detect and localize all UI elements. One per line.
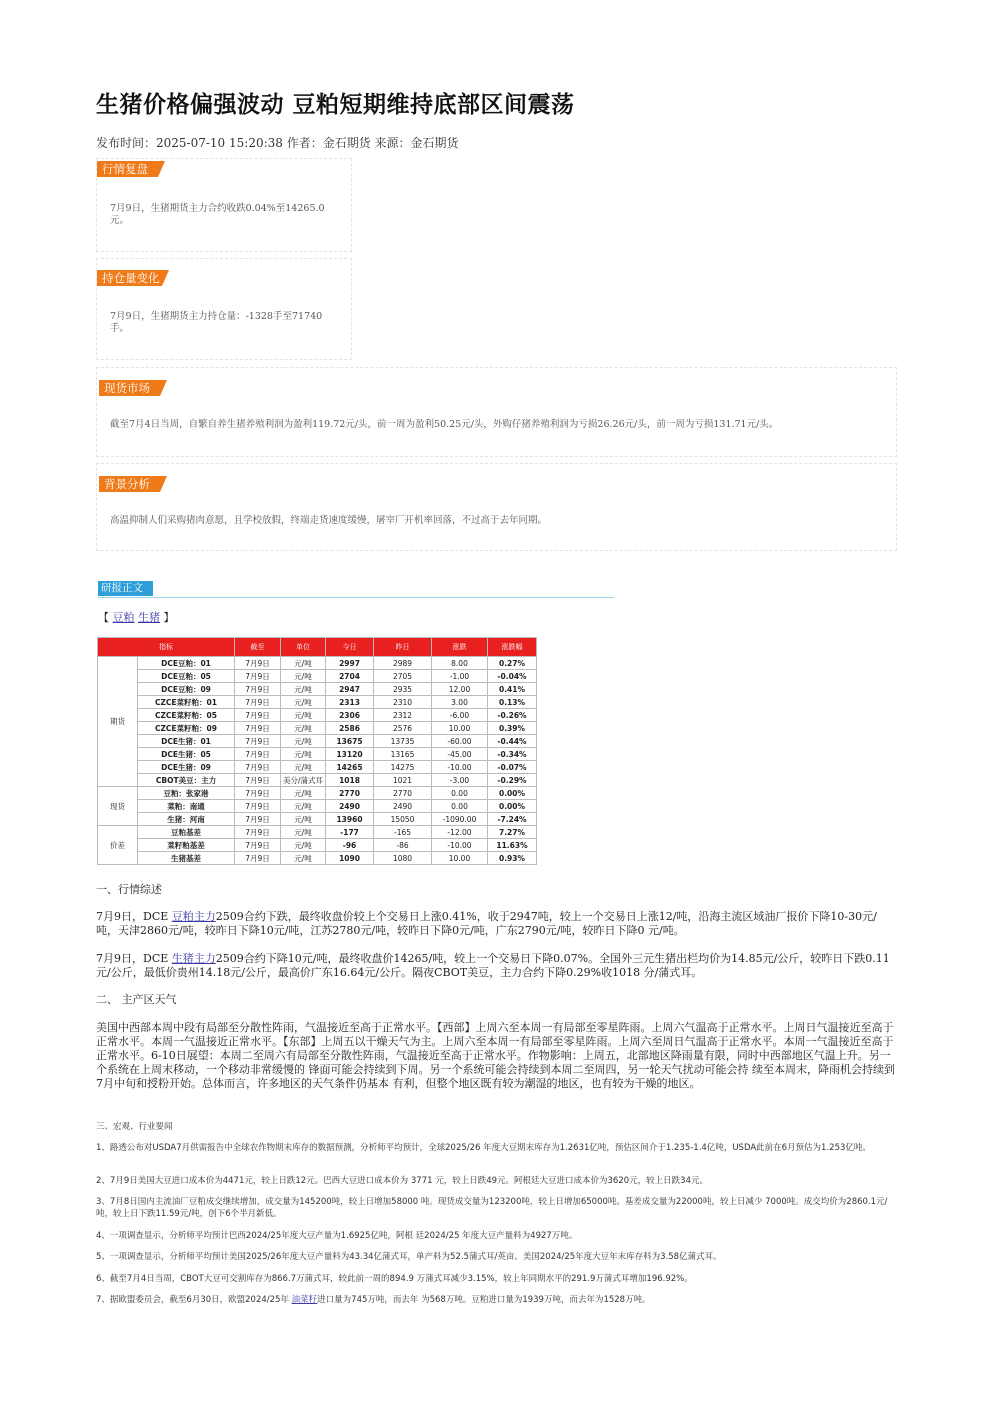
table-cell: 元/吨 [281, 722, 326, 735]
table-cell: 7月9日 [235, 839, 281, 852]
table-cell: 2935 [374, 683, 432, 696]
table-cell: 元/吨 [281, 709, 326, 722]
news-item-6: 6、截至7月4日当周，CBOT大豆可交割库存为866.7万蒲式耳，较此前一周的894.9 万蒲式耳减少3.15%，较上年同期水平的291.9万蒲式耳增加196.92%。 [96, 1274, 693, 1284]
table-cell: 0.93% [488, 852, 537, 865]
tag-tail-icon [158, 161, 165, 177]
news-item-3: 3、7月8日国内主流油厂豆粕成交继续增加，成交量为145200吨，较上日增加58000 吨。现货成交量为123200吨，较上日增加65000吨。基差成交量为22000吨，较上日减少 7000吨。成交均价为2860.1元/吨，较上日下跌11.59元/吨，创下6个半月新低。 [96, 1197, 888, 1219]
table-cell: CZCE菜籽粕：01 [138, 696, 235, 709]
summary-box-position [96, 258, 352, 360]
article-meta: 发布时间：2025-07-10 15:20:38 作者：金石期货 来源：金石期货 [96, 136, 459, 150]
table-cell: 元/吨 [281, 839, 326, 852]
text-run: 2509合约下跌，最终收盘价较上个交易日上涨0.41%，收于2947吨，较上一个交易日上涨12/吨，沿海主流区域油厂报价下降10-30元/吨，天津2860元/吨，较昨日下降10元/吨，江苏2780元/吨，较昨日下降0元/吨，广东2790元/吨，较昨日下降0 元/吨。 [96, 910, 877, 937]
section-text-position: 7月9日，生猪期货主力持仓量：-1328手至71740手。 [110, 311, 323, 334]
link-hog-main[interactable]: 生猪主力 [171, 952, 216, 965]
table-cell: -0.26% [488, 709, 537, 722]
news-item-5: 5、一项调查显示，分析师平均预计美国2025/26年度大豆产量料为43.34亿蒲式耳，单产料为52.5蒲式耳/英亩。美国2024/25年度大豆年末库存料为3.58亿蒲式耳。 [96, 1252, 722, 1262]
table-cell: -0.04% [488, 670, 537, 683]
tag-tail-icon [160, 476, 167, 492]
table-cell: 7月9日 [235, 787, 281, 800]
table-cell: 2586 [326, 722, 374, 735]
news-item-1: 1、路透公布对USDA7月供需报告中全球农作物期末库存的数据预测，分析师平均预计，全球2025/26 年度大豆期末库存为1.2631亿吨，预估区间介于1.235-1.4亿吨，USDA此前在6月预估为1.253亿吨。 [96, 1143, 871, 1153]
table-cell: -177 [326, 826, 374, 839]
news-item-4: 4、一项调查显示，分析师平均预计巴西2024/25年度大豆产量为1.6925亿吨，阿根 廷2024/25 年度大豆产量料为4927万吨。 [96, 1231, 578, 1241]
table-cell: 美分/蒲式耳 [281, 774, 326, 787]
table-cell: 13735 [374, 735, 432, 748]
table-row [98, 800, 537, 813]
table-cell: 2989 [374, 657, 432, 670]
table-cell: -6.00 [432, 709, 488, 722]
group-cell: 现货 [98, 787, 138, 826]
article-title: 生猪价格偏强波动 豆粕短期维持底部区间震荡 [96, 92, 575, 118]
tag-link-soymeal[interactable]: 豆粕 [112, 611, 135, 624]
table-row [98, 826, 537, 839]
table-cell: 13165 [374, 748, 432, 761]
table-cell: 7月9日 [235, 722, 281, 735]
text-run: 2509合约下降10元/吨，最终收盘价14265/吨，较上一个交易日下降0.07%。全国外三元生猪出栏均价为14.85元/公斤，较昨日下跌0.11元/公斤，最低价贵州14.18元/公斤，最高价广东16.64元/公斤。隔夜CBOT美豆，主力合约下降0.29%收1018 分/蒲式耳。 [96, 952, 890, 979]
table-cell: 7月9日 [235, 657, 281, 670]
table-cell: CZCE菜籽粕：05 [138, 709, 235, 722]
news-item-2: 2、7月9日美国大豆进口成本价为4471元，较上日跌12元。巴西大豆进口成本价为 3771 元，较上日跌49元。阿根廷大豆进口成本价为3620元，较上日跌34元。 [96, 1176, 708, 1186]
text-run: 7、据欧盟委员会，截至6月30日，欧盟2024/25年 [96, 1295, 292, 1305]
table-cell: 7月9日 [235, 813, 281, 826]
table-cell: -1.00 [432, 670, 488, 683]
table-cell: 元/吨 [281, 670, 326, 683]
table-cell: 1080 [374, 852, 432, 865]
table-cell: 元/吨 [281, 761, 326, 774]
table-cell: CZCE菜籽粕：09 [138, 722, 235, 735]
bracket-close: 】 [163, 611, 175, 624]
report-body-tag: 研报正文 [98, 581, 153, 596]
tag-tail-icon [160, 380, 167, 396]
table-row [98, 748, 537, 761]
table-cell: 7月9日 [235, 670, 281, 683]
table-cell: DCE豆粕：01 [138, 657, 235, 670]
link-rapeseed[interactable]: 油菜籽 [291, 1295, 318, 1305]
paragraph-hog [96, 952, 896, 980]
header-cell: 单位 [281, 638, 326, 657]
table-cell: 2490 [326, 800, 374, 813]
table-row [98, 722, 537, 735]
table-cell: 2576 [374, 722, 432, 735]
table-cell: 13675 [326, 735, 374, 748]
table-cell: -3.00 [432, 774, 488, 787]
table-cell: -7.24% [488, 813, 537, 826]
table-cell: 元/吨 [281, 683, 326, 696]
table-cell: 0.00% [488, 800, 537, 813]
table-cell: 元/吨 [281, 813, 326, 826]
table-cell: 12.00 [432, 683, 488, 696]
table-cell: 0.41% [488, 683, 537, 696]
table-cell: DCE豆粕：05 [138, 670, 235, 683]
header-cell: 今日 [326, 638, 374, 657]
section-tag-background: 背景分析 [99, 476, 160, 492]
table-row [98, 670, 537, 683]
table-cell: 0.00 [432, 787, 488, 800]
paragraph-soymeal [96, 910, 896, 938]
table-cell: 7月9日 [235, 748, 281, 761]
section-text-spot: 截至7月4日当周，自繁自养生猪养殖利润为盈利119.72元/头，前一周为盈利50.25元/头，外购仔猪养殖利润为亏损26.26元/头，前一周为亏损131.71元/头。 [110, 419, 779, 430]
table-cell: 2313 [326, 696, 374, 709]
news-item-7 [96, 1294, 896, 1306]
table-cell: DCE生猪：01 [138, 735, 235, 748]
table-cell: 7月9日 [235, 683, 281, 696]
table-cell: 7月9日 [235, 696, 281, 709]
heading-weather: 二、 主产区天气 [96, 993, 177, 1006]
table-row [98, 735, 537, 748]
table-cell: 1021 [374, 774, 432, 787]
summary-box-spot [96, 367, 897, 457]
section-tag-spot: 现货市场 [99, 380, 160, 396]
header-cell: 昨日 [374, 638, 432, 657]
table-row [98, 813, 537, 826]
table-cell: -1090.00 [432, 813, 488, 826]
table-cell: DCE豆粕：09 [138, 683, 235, 696]
table-cell: -12.00 [432, 826, 488, 839]
link-soymeal-main[interactable]: 豆粕主力 [171, 910, 216, 923]
table-cell: -96 [326, 839, 374, 852]
table-cell: 10.00 [432, 722, 488, 735]
table-cell: 15050 [374, 813, 432, 826]
table-cell: DCE生猪：05 [138, 748, 235, 761]
table-cell: 元/吨 [281, 787, 326, 800]
table-row [98, 787, 537, 800]
tag-link-hog[interactable]: 生猪 [138, 611, 160, 624]
table-cell: -45.00 [432, 748, 488, 761]
table-cell: 豆粕：张家港 [138, 787, 235, 800]
text-run: 进口量为745万吨，而去年 为568万吨。豆粕进口量为1939万吨，而去年为1528万吨。 [317, 1295, 651, 1305]
section-text-review: 7月9日，生猪期货主力合约收跌0.04%至14265.0元。 [110, 203, 325, 226]
table-cell: -60.00 [432, 735, 488, 748]
section-tag-position: 持仓量变化 [97, 270, 162, 286]
text-run: 7月9日，DCE [96, 952, 172, 965]
table-cell: 2770 [374, 787, 432, 800]
paragraph-weather: 美国中西部本周中段有局部至分散性阵雨，气温接近至高于正常水平。【西部】上周六至本周一有局部至零星阵雨。上周六气温高于正常水平。上周日气温接近至高于正常水平。本周一气温接近正常水平。【东部】上周五以干燥天气为主。上周六至本周一有局部至零星阵雨。上周六至周日气温高于正常水平。本周一气温接近至高于正常水平。6-10日展望：本周二至周六有局部至分散性阵雨，气温接近至高于正常水平。作物影响：上周五，北部地区降雨量有限，同时中西部地区气温上升。另一个系统在上周末移动，一个移动非常缓慢的 锋面可能会持续到下周。另一个系统可能会持续到本周二至周四，另一轮天气扰动可能会持 续至本周末，降雨机会持续到7月中旬和授粉开始。总体而言，许多地区的天气条件仍基本 有利，但整个地区既有较为潮湿的地区，也有较为干燥的地区。 [96, 1021, 895, 1090]
header-cell: 涨跌幅 [488, 638, 537, 657]
table-cell: 1018 [326, 774, 374, 787]
table-cell: -0.34% [488, 748, 537, 761]
group-cell: 期货 [98, 657, 138, 787]
table-cell: 14265 [326, 761, 374, 774]
text-run: 7月9日，DCE [96, 910, 172, 923]
table-cell: 1090 [326, 852, 374, 865]
table-cell: 元/吨 [281, 748, 326, 761]
table-cell: 2490 [374, 800, 432, 813]
table-cell: 2770 [326, 787, 374, 800]
table-cell: 0.39% [488, 722, 537, 735]
bracket-open: 【 [98, 611, 109, 624]
table-cell: 2947 [326, 683, 374, 696]
table-cell: 7月9日 [235, 826, 281, 839]
table-row [98, 696, 537, 709]
table-cell: 元/吨 [281, 696, 326, 709]
table-cell: 7月9日 [235, 735, 281, 748]
table-cell: 3.00 [432, 696, 488, 709]
summary-box-background [96, 463, 897, 551]
table-row [98, 839, 537, 852]
table-cell: 2306 [326, 709, 374, 722]
table-cell: 8.00 [432, 657, 488, 670]
table-cell: 2997 [326, 657, 374, 670]
group-cell: 价差 [98, 826, 138, 865]
table-cell: 13120 [326, 748, 374, 761]
table-cell: 7月9日 [235, 709, 281, 722]
table-cell: CBOT美豆：主力 [138, 774, 235, 787]
table-cell: -10.00 [432, 839, 488, 852]
header-cell: 涨跌 [432, 638, 488, 657]
table-row [98, 709, 537, 722]
report-divider [98, 597, 614, 598]
table-cell: 11.63% [488, 839, 537, 852]
table-cell: 元/吨 [281, 735, 326, 748]
table-cell: 生猪基差 [138, 852, 235, 865]
table-cell: 元/吨 [281, 826, 326, 839]
table-cell: 菜粕：南通 [138, 800, 235, 813]
related-tags [98, 611, 175, 625]
summary-box-review [96, 158, 352, 252]
header-cell: 截至 [235, 638, 281, 657]
table-cell: 元/吨 [281, 800, 326, 813]
table-header-row [98, 638, 537, 657]
table-cell: 2312 [374, 709, 432, 722]
table-row [98, 683, 537, 696]
section-tag-review: 行情复盘 [97, 161, 158, 177]
table-row [98, 657, 537, 670]
table-cell: -0.44% [488, 735, 537, 748]
table-row [98, 774, 537, 787]
table-row [98, 761, 537, 774]
table-cell: -165 [374, 826, 432, 839]
heading-market-review: 一、行情综述 [96, 883, 162, 896]
table-cell: 13960 [326, 813, 374, 826]
table-cell: DCE生猪：09 [138, 761, 235, 774]
table-cell: 7月9日 [235, 774, 281, 787]
table-row [98, 852, 537, 865]
table-cell: -86 [374, 839, 432, 852]
table-cell: 菜籽粕基差 [138, 839, 235, 852]
table-cell: 2310 [374, 696, 432, 709]
table-cell: 7.27% [488, 826, 537, 839]
table-cell: -10.00 [432, 761, 488, 774]
section-text-background: 高温抑制人们采购猪肉意愿，且学校放假，终端走货速度缓慢，屠宰厂开机率回落，不过高于去年同期。 [110, 515, 548, 526]
table-cell: 0.00% [488, 787, 537, 800]
header-cell: 指标 [98, 638, 235, 657]
table-cell: 7月9日 [235, 852, 281, 865]
table-cell: 0.27% [488, 657, 537, 670]
table-cell: 0.00 [432, 800, 488, 813]
table-cell: 14275 [374, 761, 432, 774]
table-cell: 豆粕基差 [138, 826, 235, 839]
table-cell: 0.13% [488, 696, 537, 709]
table-cell: 7月9日 [235, 800, 281, 813]
table-cell: -0.07% [488, 761, 537, 774]
table-cell: -0.29% [488, 774, 537, 787]
tag-tail-icon [162, 270, 169, 286]
table-cell: 元/吨 [281, 657, 326, 670]
heading-news: 三、宏观、行业要闻 [96, 1122, 173, 1132]
market-data-table [97, 637, 537, 865]
table-cell: 2705 [374, 670, 432, 683]
table-cell: 10.00 [432, 852, 488, 865]
table-cell: 元/吨 [281, 852, 326, 865]
table-cell: 7月9日 [235, 761, 281, 774]
table-cell: 2704 [326, 670, 374, 683]
table-cell: 生猪：河南 [138, 813, 235, 826]
